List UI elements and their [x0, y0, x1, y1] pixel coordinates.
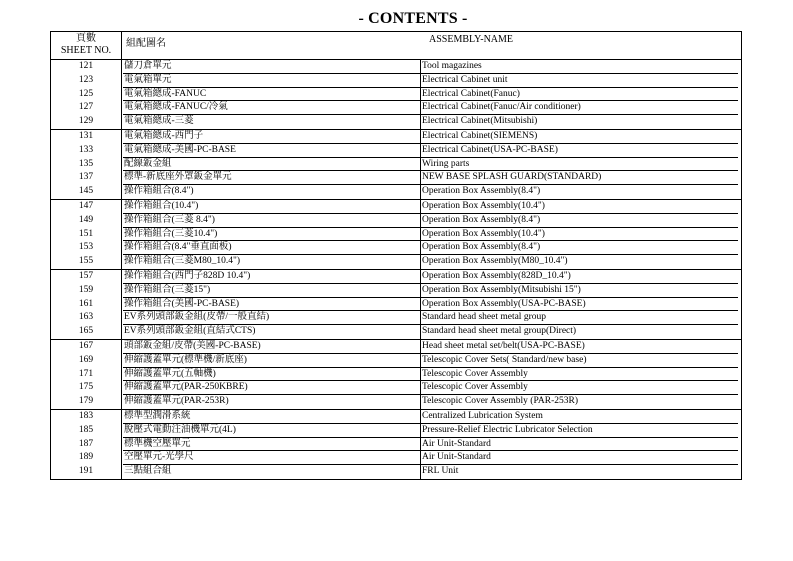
sheet-number: 147 [51, 200, 122, 214]
sheet-number: 137 [51, 171, 122, 185]
assembly-name: Operation Box Assembly(8.4") [420, 214, 738, 228]
group-name: 頭部鈑金組/皮帶(美國-PC-BASE) [123, 340, 420, 354]
group-name: 空壓單元-光學尺 [123, 451, 420, 465]
table-row [51, 185, 741, 199]
assembly-name: Telescopic Cover Assembly (PAR-253R) [420, 395, 738, 409]
assembly-name: Electrical Cabinet(USA-PC-BASE) [420, 144, 738, 158]
sheet-number: 121 [51, 60, 122, 74]
assembly-name: Operation Box Assembly(10.4") [420, 200, 738, 214]
group-name: 伸縮護蓋單元(五軸機) [123, 368, 420, 382]
group-name: 電氣箱總成-三菱 [124, 116, 194, 127]
sheet-number: 151 [51, 228, 122, 242]
assembly-name: FRL Unit [420, 465, 738, 479]
assembly-name: Wiring parts [420, 158, 738, 172]
row-group [50, 130, 742, 200]
assembly-name: Operation Box Assembly(10.4") [420, 228, 738, 242]
group-name: 標準-新底座外罩鈑金單元 [123, 171, 420, 185]
group-name: 操作箱組合(美國-PC-BASE) [123, 298, 420, 312]
group-name: 操作箱組合(西門子828D 10.4") [123, 270, 420, 284]
group-name: 操作箱組合(10.4") [123, 200, 420, 214]
group-name: 電氣箱總成-西門子 [123, 130, 420, 144]
table-row [51, 325, 741, 339]
sheet-no-header-en: SHEET NO. [60, 45, 112, 56]
assembly-name: Air Unit-Standard [420, 451, 738, 465]
sheet-number: 167 [51, 340, 122, 354]
group-name: 操作箱組合(三菱 8.4") [123, 214, 420, 228]
sheet-number: 159 [51, 284, 122, 298]
sheet-number: 185 [51, 424, 122, 438]
sheet-number: 127 [51, 101, 122, 115]
sheet-number: 133 [51, 144, 122, 158]
table-row [51, 158, 741, 172]
sheet-number: 131 [51, 130, 122, 144]
contents-table [50, 31, 742, 480]
sheet-number: 145 [51, 185, 122, 199]
assembly-name: Standard head sheet metal group(Direct) [420, 325, 738, 339]
sheet-number: 191 [51, 465, 122, 479]
table-row [51, 410, 741, 424]
assembly-name: Operation Box Assembly(8.4") [420, 241, 738, 255]
assembly-name: Electrical Cabinet(Fanuc/Air conditioner) [420, 101, 738, 115]
sheet-number: 129 [51, 115, 122, 129]
row-group [50, 60, 742, 130]
table-row [51, 74, 741, 88]
sheet-number: 183 [51, 410, 122, 424]
group-name: 電氣箱總成-FANUC/冷氣 [123, 101, 420, 115]
assembly-name: Standard head sheet metal group [420, 311, 738, 325]
sheet-number: 163 [51, 311, 122, 325]
table-row [51, 438, 741, 452]
table-row [51, 101, 741, 115]
table-row [51, 284, 741, 298]
assembly-name: Operation Box Assembly(8.4") [420, 185, 738, 199]
table-row [51, 395, 741, 409]
group-name: 電氣箱總成-FANUC [123, 88, 420, 102]
sheet-number: 179 [51, 395, 122, 409]
table-row [51, 451, 741, 465]
sheet-number: 169 [51, 354, 122, 368]
assembly-name: NEW BASE SPLASH GUARD(STANDARD) [420, 171, 738, 185]
group-name: 伸縮護蓋單元(PAR-253R) [124, 396, 229, 407]
table-row [51, 465, 741, 479]
group-name: 三點組合組 [124, 466, 172, 477]
assembly-name: Telescopic Cover Assembly [420, 381, 738, 395]
sheet-number: 171 [51, 368, 122, 382]
sheet-no-header [51, 32, 122, 59]
table-row [51, 200, 741, 214]
sheet-number: 157 [51, 270, 122, 284]
sheet-number: 189 [51, 451, 122, 465]
assembly-name: Tool magazines [420, 60, 738, 74]
group-name: 配線鈑金組 [123, 158, 420, 172]
table-header [50, 31, 742, 60]
table-row [51, 88, 741, 102]
row-group [50, 200, 742, 270]
sheet-number: 125 [51, 88, 122, 102]
group-name: EV系列頭部鈑金組(直結式CTS) [124, 326, 256, 337]
page-title: - CONTENTS - [358, 10, 468, 27]
sheet-number: 155 [51, 255, 122, 269]
table-row [51, 311, 741, 325]
table-row [51, 130, 741, 144]
assembly-name: Operation Box Assembly(828D_10.4") [420, 270, 738, 284]
group-name: 脫壓式電動注油機單元(4L) [123, 424, 420, 438]
sheet-number: 123 [51, 74, 122, 88]
group-name: 操作箱組合(8.4"垂直面板) [123, 241, 420, 255]
sheet-number: 135 [51, 158, 122, 172]
group-name: 標準型潤滑系統 [123, 410, 420, 424]
assembly-name: Operation Box Assembly(Mitsubishi 15") [420, 284, 738, 298]
row-group [50, 410, 742, 480]
assembly-name: Head sheet metal set/belt(USA-PC-BASE) [420, 340, 738, 354]
assembly-name: Air Unit-Standard [420, 438, 738, 452]
table-row [51, 144, 741, 158]
table-row [51, 270, 741, 284]
table-row [51, 171, 741, 185]
sheet-number: 165 [51, 325, 122, 339]
group-name: 標準機空壓單元 [123, 438, 420, 452]
sheet-no-header-zh: 頁數 [76, 33, 96, 44]
group-name: 操作箱組合(8.4") [124, 186, 194, 197]
group-name: 操作箱組合(三菱15") [123, 284, 420, 298]
table-row [51, 424, 741, 438]
assembly-name: Electrical Cabinet unit [420, 74, 738, 88]
assembly-name: Electrical Cabinet(SIEMENS) [420, 130, 738, 144]
group-name: 電氣箱單元 [123, 74, 420, 88]
table-row [51, 381, 741, 395]
assembly-name-header: ASSEMBLY-NAME [429, 34, 514, 45]
group-name: 伸縮護蓋單元(PAR-250KBRE) [123, 381, 420, 395]
assembly-name: Telescopic Cover Sets( Standard/new base) [420, 354, 738, 368]
sheet-number: 153 [51, 241, 122, 255]
table-row [51, 241, 741, 255]
sheet-number: 175 [51, 381, 122, 395]
table-row [51, 115, 741, 129]
assembly-name: Operation Box Assembly(USA-PC-BASE) [420, 298, 738, 312]
table-row [51, 228, 741, 242]
group-name: 操作箱組合(三菱M80_10.4") [124, 256, 241, 267]
sheet-number: 161 [51, 298, 122, 312]
table-row [51, 354, 741, 368]
assembly-name: Pressure-Relief Electric Lubricator Selection [420, 424, 738, 438]
table-row [51, 60, 741, 74]
group-name: 伸縮護蓋單元(標準機/新底座) [123, 354, 420, 368]
group-name: 儲刀倉單元 [123, 60, 420, 74]
group-name: EV系列頭部鈑金組(皮帶/一般直結) [123, 311, 420, 325]
group-name: 操作箱組合(三菱10.4") [123, 228, 420, 242]
table-row [51, 340, 741, 354]
table-row [51, 368, 741, 382]
assembly-name: Operation Box Assembly(M80_10.4") [420, 255, 738, 269]
table-row [51, 298, 741, 312]
sheet-number: 149 [51, 214, 122, 228]
assembly-name: Electrical Cabinet(Fanuc) [420, 88, 738, 102]
assembly-name: Telescopic Cover Assembly [420, 368, 738, 382]
sheet-number: 187 [51, 438, 122, 452]
row-group [50, 270, 742, 340]
table-body [50, 60, 742, 480]
group-name-header: 組配圖名 [126, 38, 166, 49]
group-name: 電氣箱總成-美國-PC-BASE [123, 144, 420, 158]
assembly-name: Electrical Cabinet(Mitsubishi) [420, 115, 738, 129]
table-row [51, 214, 741, 228]
row-group [50, 340, 742, 410]
assembly-name: Centralized Lubrication System [420, 410, 738, 424]
table-row [51, 255, 741, 269]
